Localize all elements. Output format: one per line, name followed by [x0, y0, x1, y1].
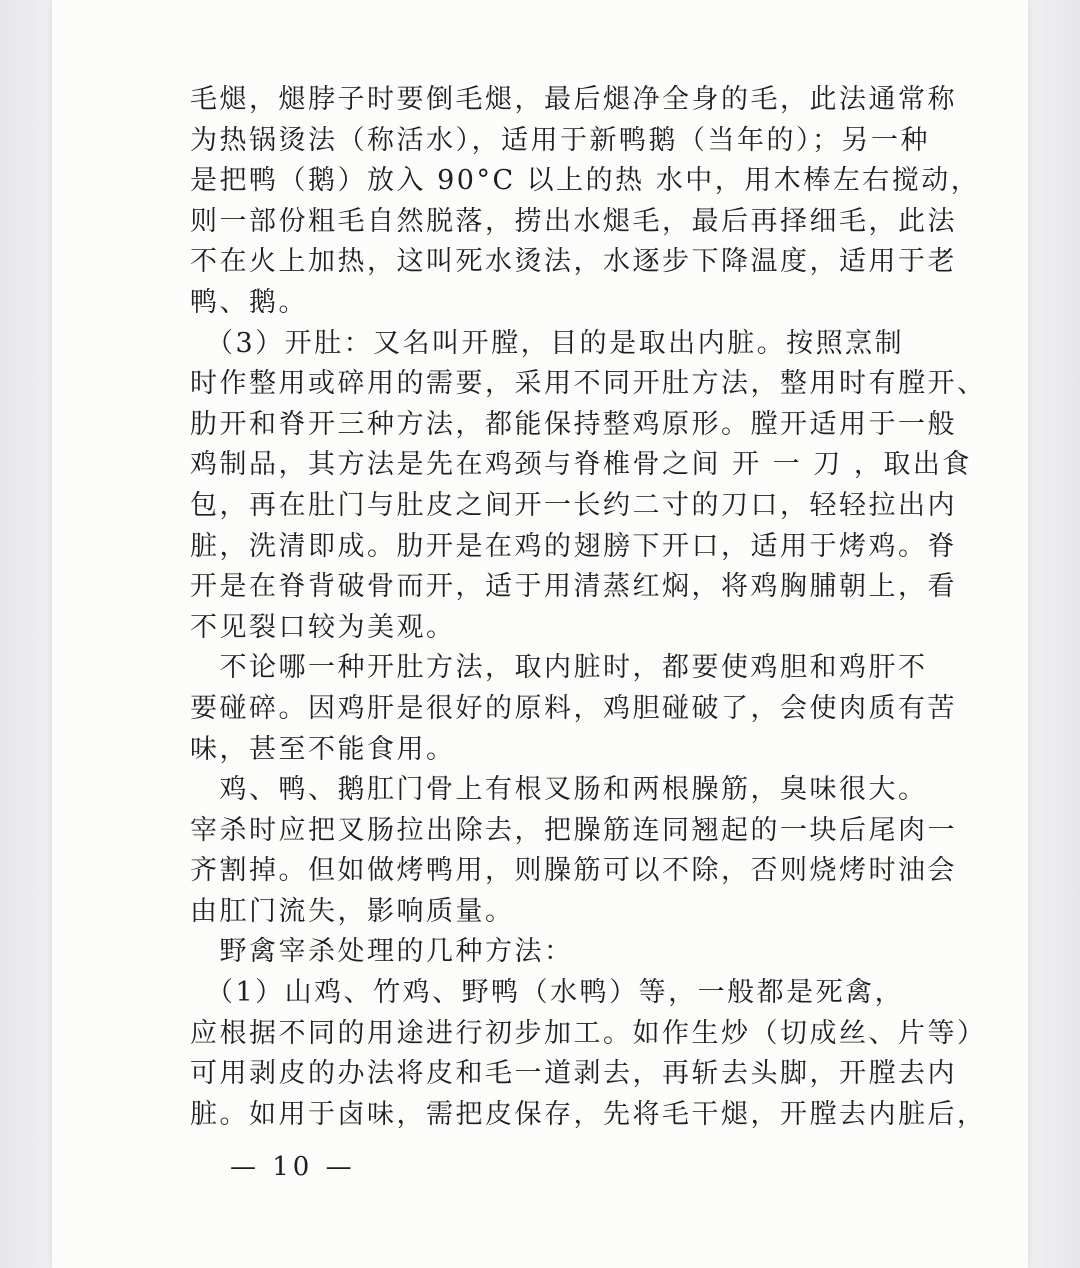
- text-line: 野禽宰杀处理的几种方法：: [190, 936, 574, 968]
- text-line: 宰杀时应把叉肠拉出除去，把臊筋连同翘起的一块后尾肉一: [190, 814, 957, 846]
- body-text: [190, 80, 987, 1135]
- text-line: 齐割掉。但如做烤鸭用，则臊筋可以不除，否则烧烤时油会: [190, 855, 957, 887]
- text-line: 为热锅烫法（称活水），适用于新鸭鹅（当年的）；另一种: [190, 124, 930, 156]
- text-line: 不论哪一种开肚方法，取内脏时，都要使鸡胆和鸡肝不: [190, 652, 928, 684]
- text-line: （3）开肚：又名叫开膛，目的是取出内脏。按照烹制: [190, 327, 905, 359]
- text-line: 要碰碎。因鸡肝是很好的原料，鸡胆碰破了，会使肉质有苦: [190, 692, 957, 724]
- text-line: 则一部份粗毛自然脱落，捞出水煺毛，最后再择细毛，此法: [190, 205, 957, 237]
- text-line: 应根据不同的用途进行初步加工。如作生炒（切成丝、片等）: [190, 1017, 987, 1049]
- text-line: 毛煺，煺脖子时要倒毛煺，最后煺净全身的毛，此法通常称: [190, 84, 957, 115]
- text-line: 脏。如用于卤味，需把皮保存，先将毛干煺，开膛去内脏后，: [190, 1098, 987, 1130]
- text-line: 不在火上加热，这叫死水烫法，水逐步下降温度，适用于老: [190, 246, 957, 278]
- text-line: 时作整用或碎用的需要，采用不同开肚方法，整用时有膛开、: [190, 368, 987, 400]
- text-line: 鸡制品，其方法是先在鸡颈与脊椎骨之间 开 一 刀 ，取出食: [190, 449, 972, 481]
- text-line: 味，甚至不能食用。: [190, 733, 456, 765]
- text-line: （1）山鸡、竹鸡、野鸭（水鸭）等，一般都是死禽，: [190, 977, 905, 1009]
- text-line: 不见裂口较为美观。: [190, 611, 456, 643]
- text-line: 开是在脊背破骨而开，适于用清蒸红焖，将鸡胸脯朝上，看: [190, 571, 957, 603]
- text-line: 由肛门流失，影响质量。: [190, 895, 515, 927]
- text-line: 脏，洗清即成。肋开是在鸡的翅膀下开口，适用于烤鸡。脊: [190, 530, 957, 562]
- scanned-page: [52, 0, 1028, 1268]
- text-line: 肋开和脊开三种方法，都能保持整鸡原形。膛开适用于一般: [190, 408, 957, 440]
- page-number: — 10 —: [230, 1152, 356, 1182]
- text-line: 鸭、鹅。: [190, 286, 308, 318]
- text-line: 是把鸭（鹅）放入 90°C 以上的热 水中，用木棒左右搅动，: [190, 165, 981, 197]
- text-line: 鸡、鸭、鹅肛门骨上有根叉肠和两根臊筋，臭味很大。: [190, 774, 928, 806]
- text-line: 包，再在肚门与肚皮之间开一长约二寸的刀口，轻轻拉出内: [190, 489, 957, 521]
- text-line: 可用剥皮的办法将皮和毛一道剥去，再斩去头脚，开膛去内: [190, 1058, 957, 1090]
